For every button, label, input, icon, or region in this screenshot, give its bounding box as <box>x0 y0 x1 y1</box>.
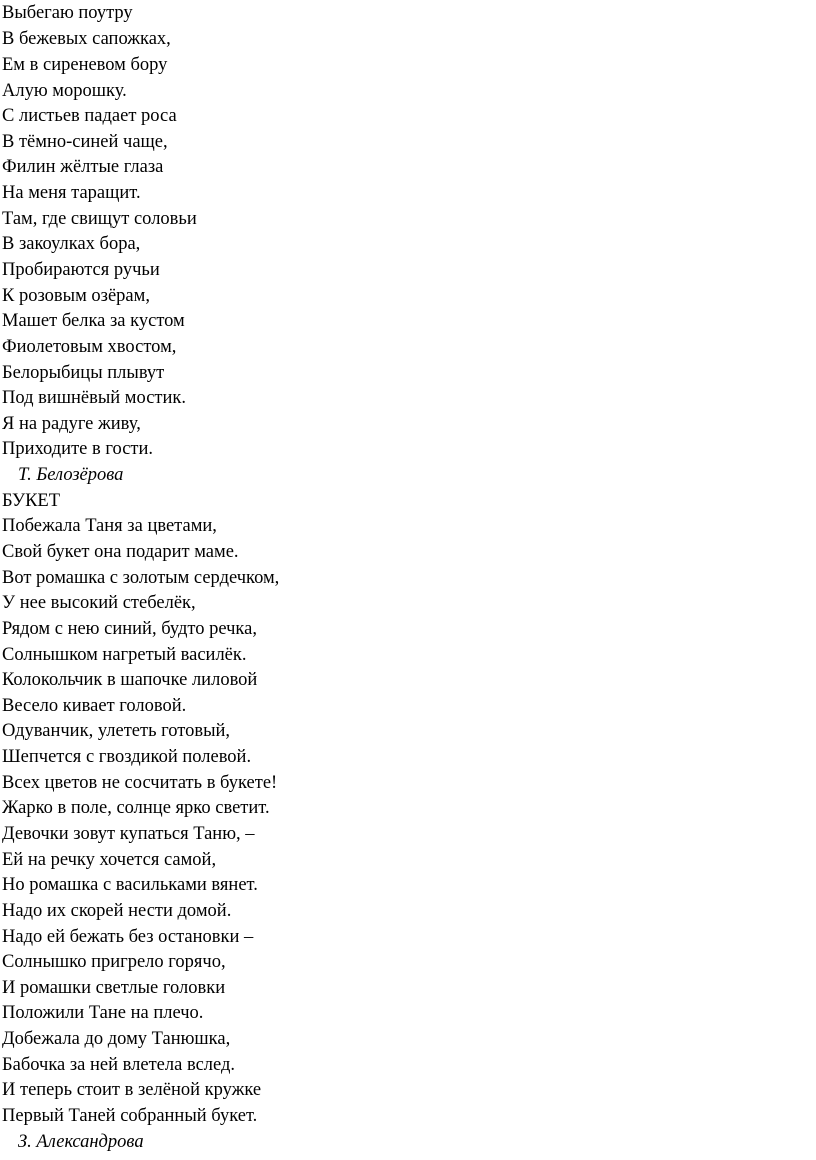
poem2-line: Жарко в поле, солнце ярко светит. <box>2 798 270 818</box>
poem2-line: Добежала до дому Танюшка, <box>2 1029 231 1049</box>
poem1-line: В бежевых сапожках, <box>2 29 171 49</box>
poem1-line: В тёмно-синей чаще, <box>2 132 168 152</box>
poem1-line: Приходите в гости. <box>2 439 154 459</box>
poem1-line: Белорыбицы плывут <box>2 363 165 383</box>
poem1-author: Т. Белозёрова <box>18 465 124 485</box>
poem2-line: Шепчется с гвоздикой полевой. <box>2 747 252 767</box>
poem2-line: Надо ей бежать без остановки – <box>2 927 254 947</box>
poem2-line: Но ромашка с васильками вянет. <box>2 875 258 895</box>
poem1-line: Алую морошку. <box>2 81 127 101</box>
poem2-line: Ей на речку хочется самой, <box>2 850 217 870</box>
poem2-line: Весело кивает головой. <box>2 696 187 716</box>
poem2-line: Одуванчик, улететь готовый, <box>2 721 231 741</box>
poem2-line: У нее высокий стебелёк, <box>2 593 196 613</box>
poem2-line: Колокольчик в шапочке лиловой <box>2 670 258 690</box>
poem1-line: Филин жёлтые глаза <box>2 157 164 177</box>
poem2-title: БУКЕТ <box>2 491 61 511</box>
poem1-line: На меня таращит. <box>2 183 141 203</box>
poem1-line: Я на радуге живу, <box>2 414 141 434</box>
poem1-line: Машет белка за кустом <box>2 311 185 331</box>
poem2-line: Девочки зовут купаться Таню, – <box>2 824 255 844</box>
poem1-line: Пробираются ручьи <box>2 260 160 280</box>
poem1-line: В закоулках бора, <box>2 234 141 254</box>
poem2-line: Бабочка за ней влетела вслед. <box>2 1055 236 1075</box>
poem1-line: Там, где свищут соловьи <box>2 209 197 229</box>
poem1-line: Под вишнёвый мостик. <box>2 388 187 408</box>
poem2-author: З. Александрова <box>18 1132 144 1152</box>
poem1-line: Фиолетовым хвостом, <box>2 337 177 357</box>
poem2-line: Надо их скорей нести домой. <box>2 901 232 921</box>
poem2-line: Всех цветов не сосчитать в букете! <box>2 773 278 793</box>
poem2-line: Свой букет она подарит маме. <box>2 542 239 562</box>
poem2-line: Положили Тане на плечо. <box>2 1003 204 1023</box>
poem1-line: К розовым озёрам, <box>2 286 150 306</box>
poem2-line: Вот ромашка с золотым сердечком, <box>2 568 280 588</box>
poem1-line: С листьев падает роса <box>2 106 177 126</box>
poem2-line: Побежала Таня за цветами, <box>2 516 217 536</box>
poem1-line: Выбегаю поутру <box>2 3 133 23</box>
poem2-line: Солнышко пригрело горячо, <box>2 952 226 972</box>
poem2-line: И теперь стоит в зелёной кружке <box>2 1080 262 1100</box>
poem2-line: И ромашки светлые головки <box>2 978 226 998</box>
poem2-line: Первый Таней собранный букет. <box>2 1106 258 1126</box>
poem2-line: Солнышком нагретый василёк. <box>2 645 247 665</box>
poem1-line: Ем в сиреневом бору <box>2 55 168 75</box>
poem2-line: Рядом с нею синий, будто речка, <box>2 619 257 639</box>
